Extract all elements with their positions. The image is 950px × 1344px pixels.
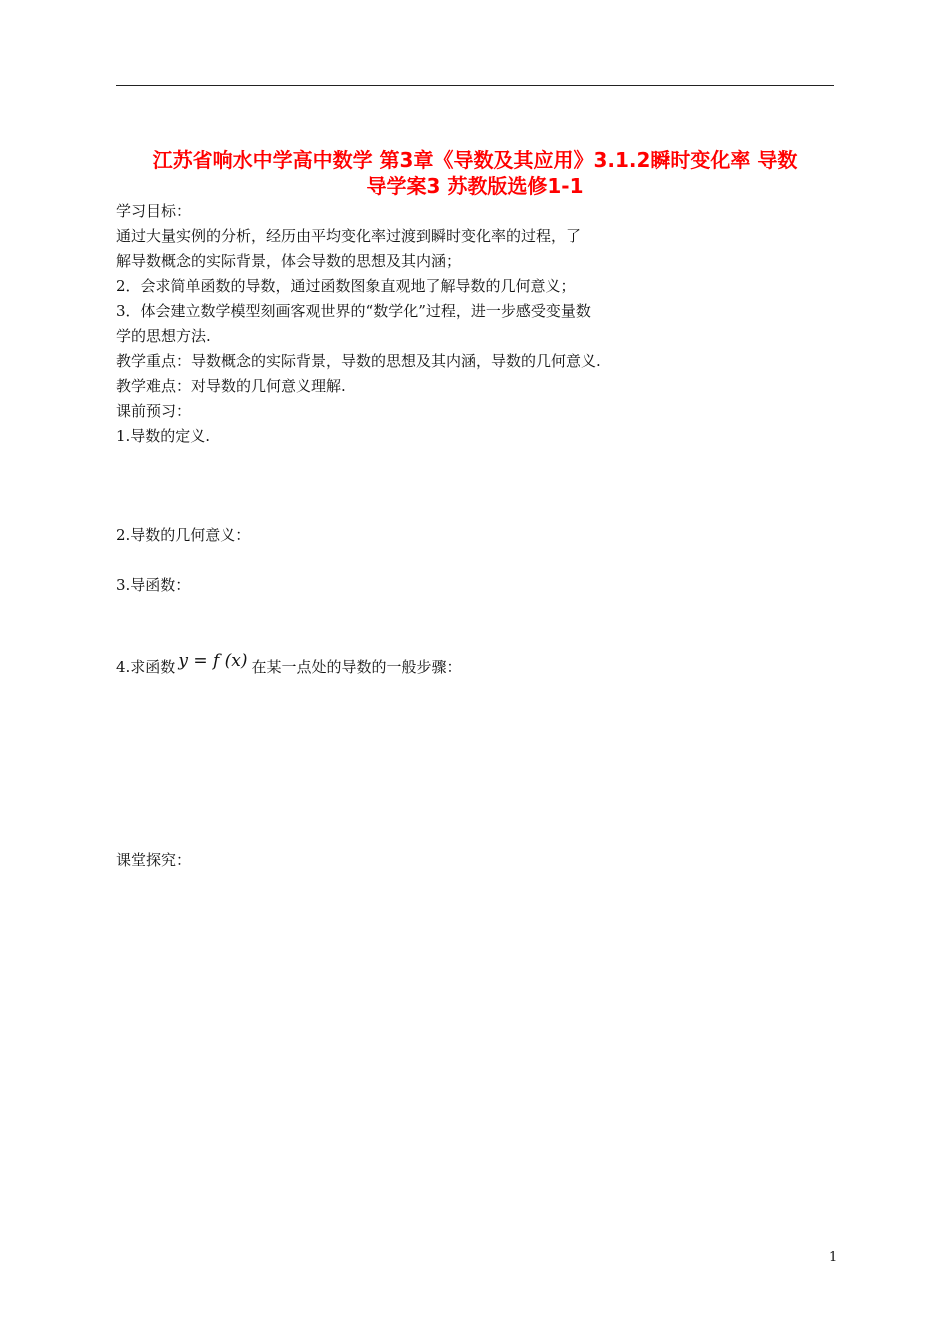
preview-question-1: 1.导数的定义. xyxy=(116,427,211,445)
objectives-item-3-line-2: 学的思想方法. xyxy=(116,327,211,345)
objectives-item-3-line-1: 3．体会建立数学模型刻画客观世界的“数学化”过程，进一步感受变量数 xyxy=(116,302,591,320)
exploration-heading: 课堂探究： xyxy=(116,851,192,869)
preview-question-4 xyxy=(116,651,462,677)
objectives-heading: 学习目标： xyxy=(116,202,192,220)
preview-heading: 课前预习： xyxy=(116,402,192,420)
difficult-points: 教学难点：对导数的几何意义理解. xyxy=(116,377,346,395)
document-title xyxy=(116,147,834,199)
question-4-prefix: 4.求函数 xyxy=(116,658,176,676)
preview-question-2: 2.导数的几何意义： xyxy=(116,526,251,544)
page-number: 1 xyxy=(829,1250,838,1265)
preview-question-3: 3.导函数： xyxy=(116,576,191,594)
question-4-suffix: 在某一点处的导数的一般步骤： xyxy=(251,658,462,676)
title-line-1: 江苏省响水中学高中数学 第3章《导数及其应用》3.1.2瞬时变化率 导数 xyxy=(152,148,798,172)
function-formula: y = f (x) xyxy=(178,651,248,671)
objectives-line-2: 解导数概念的实际背景，体会导数的思想及其内涵； xyxy=(116,252,462,270)
title-line-2: 导学案3 苏教版选修1-1 xyxy=(366,174,584,198)
key-points: 教学重点：导数概念的实际背景，导数的思想及其内涵，导数的几何意义. xyxy=(116,352,601,370)
objectives-item-2: 2．会求简单函数的导数，通过函数图象直观地了解导数的几何意义； xyxy=(116,277,576,295)
header-rule xyxy=(116,85,834,86)
objectives-line-1: 通过大量实例的分析，经历由平均变化率过渡到瞬时变化率的过程，了 xyxy=(116,227,582,245)
